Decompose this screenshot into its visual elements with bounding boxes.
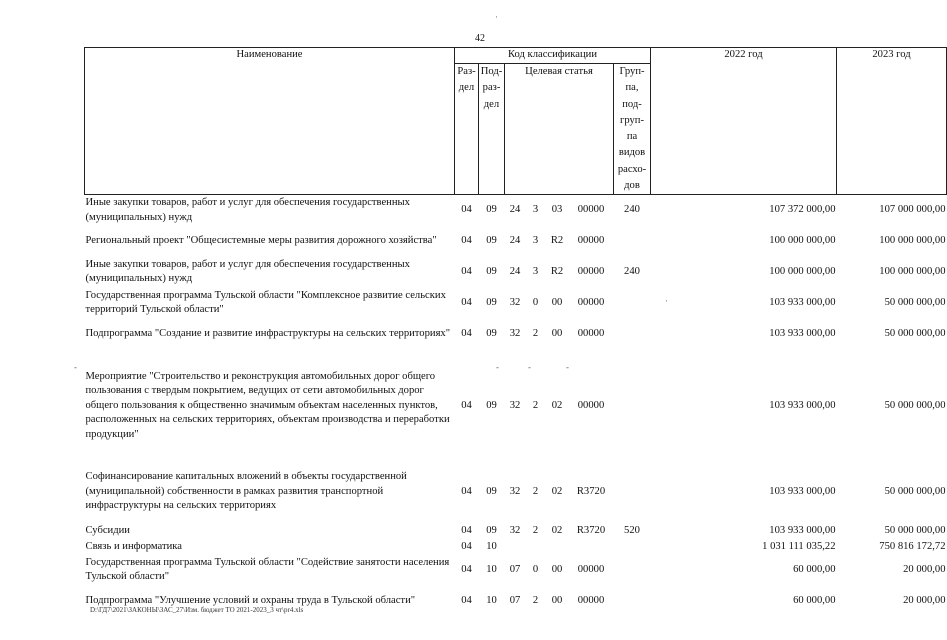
row-section: 04 [461,266,472,278]
row-program-code: 07 [509,564,521,576]
row-direction-code: 00000 [577,235,605,247]
row-event-code: 02 [551,485,563,497]
row-subsection: 09 [486,297,497,309]
table-row [85,350,947,462]
row-subprogram-code: 2 [532,524,539,536]
row-amount-2022: 1 031 111 035,22 [762,541,836,553]
row-section: 04 [461,485,472,497]
table-row [85,462,947,522]
row-subsection: 10 [486,595,497,607]
table-header [85,48,947,195]
row-section: 04 [461,399,472,411]
row-program-code: 07 [509,595,521,607]
row-direction-code: 00000 [577,328,605,340]
row-subsection: 09 [486,524,497,536]
row-amount-2023: 100 000 000,00 [879,235,946,247]
row-amount-2022: 107 372 000,00 [769,204,836,216]
row-subprogram-code: 3 [532,235,539,247]
row-event-code: 02 [551,524,563,536]
row-program-code: 24 [509,204,521,216]
row-amount-2023: 50 000 000,00 [884,524,946,536]
row-subsection: 09 [486,328,497,340]
row-subprogram-code: 3 [532,266,539,278]
row-subsection: 09 [486,485,497,497]
row-amount-2023: 50 000 000,00 [884,328,946,340]
row-amount-2023: 50 000 000,00 [884,399,946,411]
row-event-code: 00 [551,595,563,607]
row-section: 04 [461,595,472,607]
row-amount-2023: 100 000 000,00 [879,266,946,278]
table-row [85,226,947,257]
header-name: Наименование [85,48,455,195]
row-program-code: 24 [509,235,521,247]
scan-mark: · [495,12,498,22]
row-expense-type [614,350,651,462]
row-name: Региональный проект "Общесистемные меры развития дорожного хозяйства" [85,235,437,247]
table-row [85,540,947,555]
row-name: Софинансирование капитальных вложений в объекты государственной (муниципальной) собственности в рамках развития транспортной инфраструктуры на сельских территориях [85,471,407,512]
row-section: 04 [461,564,472,576]
row-amount-2022: 100 000 000,00 [769,266,836,278]
row-direction-code: R3720 [576,524,606,536]
row-subprogram-code: 3 [532,204,539,216]
scan-mark: · [665,296,668,306]
row-amount-2022: 60 000,00 [793,595,836,607]
page-number: 42 [475,33,485,44]
header-expense-group: Груп- па, под- груп- па видов расхо- дов [614,64,651,195]
table-row [85,319,947,350]
file-path-footer: D:\ГД7\2021\ЗАКОНЫ\ЗАС_27\Изм. бюджет ТО 2021-2023_3 чт\pr4.xls [90,606,304,614]
row-expense-type: 240 [624,266,640,278]
row-amount-2022: 100 000 000,00 [769,235,836,247]
budget-table [84,47,947,617]
row-event-code [546,540,569,555]
row-section: 04 [461,524,472,536]
row-amount-2022: 103 933 000,00 [769,399,836,411]
row-subsection: 10 [486,541,497,553]
row-direction-code: 00000 [577,564,605,576]
row-amount-2022: 103 933 000,00 [769,297,836,309]
row-subprogram-code: 2 [532,399,539,411]
row-amount-2023: 20 000,00 [903,564,946,576]
header-target-article: Целевая статья [505,64,614,195]
row-program-code: 32 [509,485,521,497]
row-subprogram-code [526,540,546,555]
row-subprogram-code: 2 [532,595,539,607]
row-expense-type [614,288,651,319]
row-expense-type [614,540,651,555]
row-event-code: 03 [551,204,563,216]
row-expense-type [614,319,651,350]
row-expense-type: 520 [624,524,640,536]
row-direction-code: 00000 [577,266,605,278]
row-direction-code: 00000 [577,204,605,216]
table-row [85,522,947,540]
scan-mark: - [496,362,499,372]
row-subsection: 09 [486,235,497,247]
row-event-code: R2 [550,235,564,247]
row-name: Подпрограмма "Улучшение условий и охраны труда в Тульской области" [85,595,416,607]
row-program-code: 32 [509,328,521,340]
row-event-code: 00 [551,297,563,309]
row-event-code: 00 [551,328,563,340]
row-name: Связь и информатика [85,541,182,553]
table-row [85,257,947,288]
row-section: 04 [461,541,472,553]
row-direction-code [569,540,614,555]
table-body [85,195,947,617]
scan-mark: - [528,362,531,372]
row-amount-2022: 103 933 000,00 [769,485,836,497]
row-expense-type [614,462,651,522]
table-row [85,555,947,586]
row-amount-2022: 103 933 000,00 [769,328,836,340]
row-direction-code: 00000 [577,595,605,607]
row-program-code [505,540,526,555]
row-direction-code: 00000 [577,399,605,411]
row-event-code: R2 [550,266,564,278]
row-name: Иные закупки товаров, работ и услуг для обеспечения государственных (муниципальных) нужд [85,197,410,223]
row-event-code: 00 [551,564,563,576]
row-expense-type [614,226,651,257]
scan-mark: - [566,362,569,372]
row-amount-2022: 103 933 000,00 [769,524,836,536]
row-section: 04 [461,204,472,216]
row-expense-type: 240 [624,204,640,216]
row-amount-2022: 60 000,00 [793,564,836,576]
row-expense-type [614,586,651,617]
row-name: Государственная программа Тульской области "Содействие занятости населения Тульской области" [85,556,450,583]
row-name: Государственная программа Тульской области "Комплексное развитие сельских территорий Тульской области" [85,289,446,316]
table-row [85,288,947,319]
row-amount-2023: 750 816 172,72 [879,541,946,553]
row-section: 04 [461,328,472,340]
row-event-code: 02 [551,399,563,411]
scan-mark: - [74,362,77,372]
row-subprogram-code: 2 [532,485,539,497]
row-subsection: 09 [486,204,497,216]
row-program-code: 32 [509,297,521,309]
header-section: Раз- дел [455,64,479,195]
row-name: Подпрограмма "Создание и развитие инфраструктуры на сельских территориях" [85,328,451,340]
row-subprogram-code: 2 [532,328,539,340]
row-amount-2023: 50 000 000,00 [884,485,946,497]
row-direction-code: 00000 [577,297,605,309]
row-program-code: 32 [509,399,521,411]
row-direction-code: R3720 [576,485,606,497]
row-subsection: 09 [486,399,497,411]
row-subsection: 09 [486,266,497,278]
row-subprogram-code: 0 [532,297,539,309]
header-classification: Код классификации [455,48,651,64]
row-section: 04 [461,297,472,309]
row-expense-type [614,555,651,586]
table-row [85,195,947,226]
row-name: Мероприятие "Строительство и реконструкция автомобильных дорог общего пользования с твердым покрытием, ведущих от сети автомобильных дорог общего пользования к общественно значимым объектам населенных пунктов, расположенных на сельских территориях, объектам производства и переработки продукции" [85,370,450,440]
row-subsection: 10 [486,564,497,576]
row-amount-2023: 107 000 000,00 [879,204,946,216]
row-name: Субсидии [85,524,130,536]
row-section: 04 [461,235,472,247]
row-name: Иные закупки товаров, работ и услуг для обеспечения государственных (муниципальных) нужд [85,258,410,285]
header-year-2023: 2023 год [837,48,947,195]
header-subsection: Под- раз- дел [479,64,505,195]
row-amount-2023: 50 000 000,00 [884,297,946,309]
row-program-code: 24 [509,266,521,278]
row-program-code: 32 [509,524,521,536]
row-subprogram-code: 0 [532,564,539,576]
row-amount-2023: 20 000,00 [903,595,946,607]
header-year-2022: 2022 год [651,48,837,195]
